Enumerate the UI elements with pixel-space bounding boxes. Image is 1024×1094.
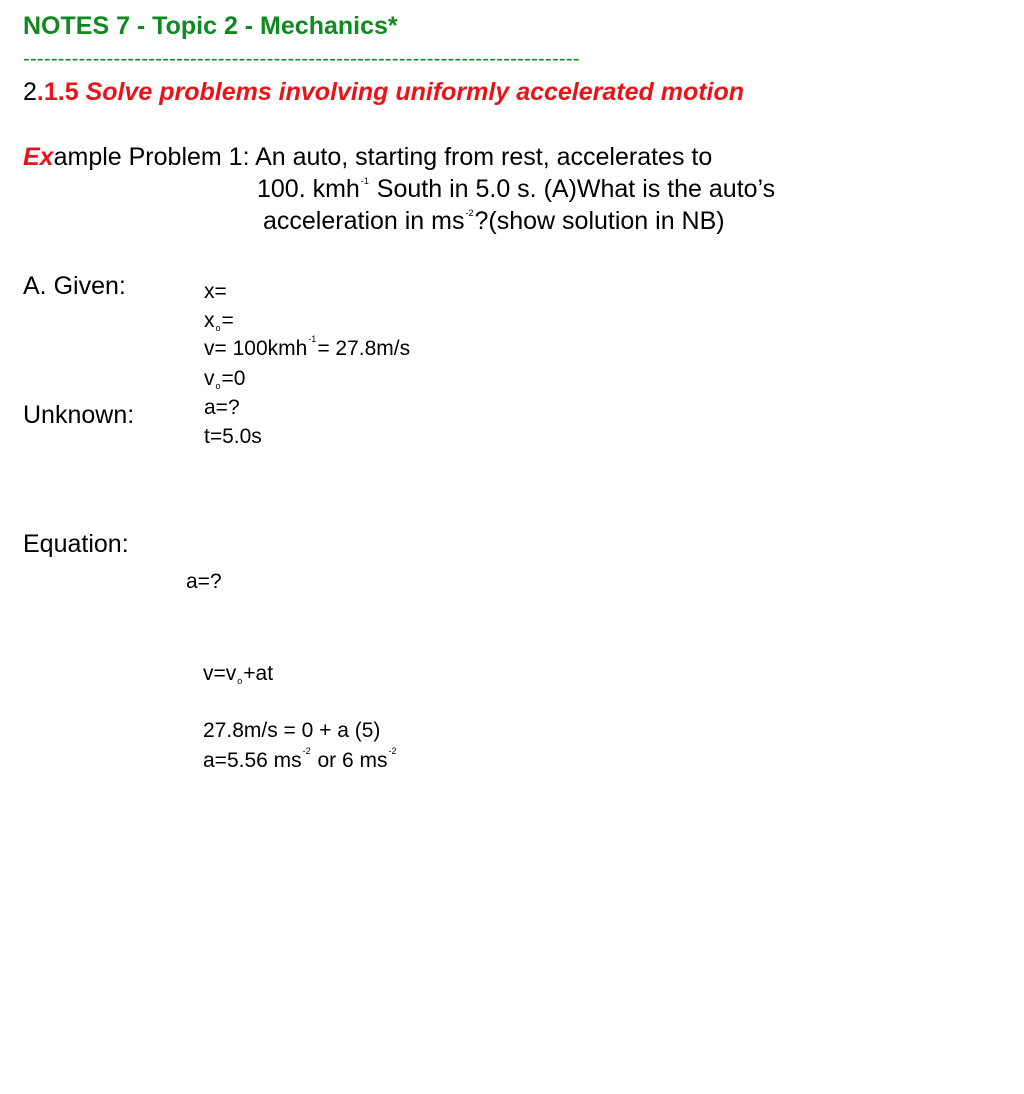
given-x: x=: [204, 280, 227, 303]
given-a: a=?: [204, 396, 240, 419]
given-v0-rest: =0: [221, 367, 246, 390]
equation-substitution: 27.8m/s = 0 + a (5): [203, 719, 381, 742]
problem-line-3: [263, 207, 725, 236]
section-number-part1: 2: [23, 78, 37, 106]
equation-label: Equation:: [23, 530, 129, 558]
problem-line-2-a: 100. kmh: [257, 175, 360, 203]
problem-line-2: [257, 175, 775, 204]
problem-line-3-a: acceleration in ms: [263, 207, 465, 235]
equation-result-exponent-2: -2: [388, 746, 397, 756]
given-v0-base: v: [204, 367, 215, 390]
given-v-a: v= 100kmh: [204, 337, 308, 360]
given-v0: [204, 367, 245, 391]
equation-result-mid: or 6 ms: [311, 749, 388, 772]
equation-formula: [203, 662, 273, 686]
given-v0-subscript: o: [215, 381, 221, 391]
given-v-b: = 27.8m/s: [317, 337, 411, 360]
problem-line-3-exponent: -2: [465, 208, 474, 218]
page-title: NOTES 7 - Topic 2 - Mechanics*: [23, 12, 398, 40]
given-x0-rest: =: [221, 309, 234, 332]
given-label: A. Given:: [23, 272, 126, 300]
problem-prefix: Ex: [23, 143, 54, 171]
equation-formula-b: +at: [243, 662, 274, 685]
problem-line-2-exponent: -1: [360, 176, 369, 186]
divider-line: --------------------------------------------------------------------------------: [23, 48, 580, 70]
equation-formula-a: v=v: [203, 662, 237, 685]
unknown-label: Unknown:: [23, 401, 135, 429]
equation-result-a: a=5.56 ms: [203, 749, 302, 772]
section-heading: [23, 78, 744, 107]
problem-line-1-text: ample Problem 1: An auto, starting from rest, accelerates to: [53, 143, 713, 171]
problem-line-2-b: South in 5.0 s. (A)What is the auto’s: [369, 175, 776, 203]
section-number-part2: .1.5: [36, 78, 79, 106]
section-heading-text: Solve problems involving uniformly accelerated motion: [85, 78, 745, 106]
equation-formula-subscript: o: [237, 676, 243, 686]
given-v-exponent: -1: [308, 334, 317, 344]
given-x0: [204, 309, 234, 333]
given-x0-base: x: [204, 309, 215, 332]
equation-result: [203, 746, 398, 773]
problem-line-1: [23, 143, 712, 172]
given-v: [204, 334, 411, 361]
given-t: t=5.0s: [204, 425, 262, 448]
given-x0-subscript: o: [215, 323, 221, 333]
equation-result-exponent-1: -2: [302, 746, 311, 756]
equation-unknown: a=?: [186, 570, 222, 593]
problem-line-3-b: ?(show solution in NB): [474, 207, 725, 235]
